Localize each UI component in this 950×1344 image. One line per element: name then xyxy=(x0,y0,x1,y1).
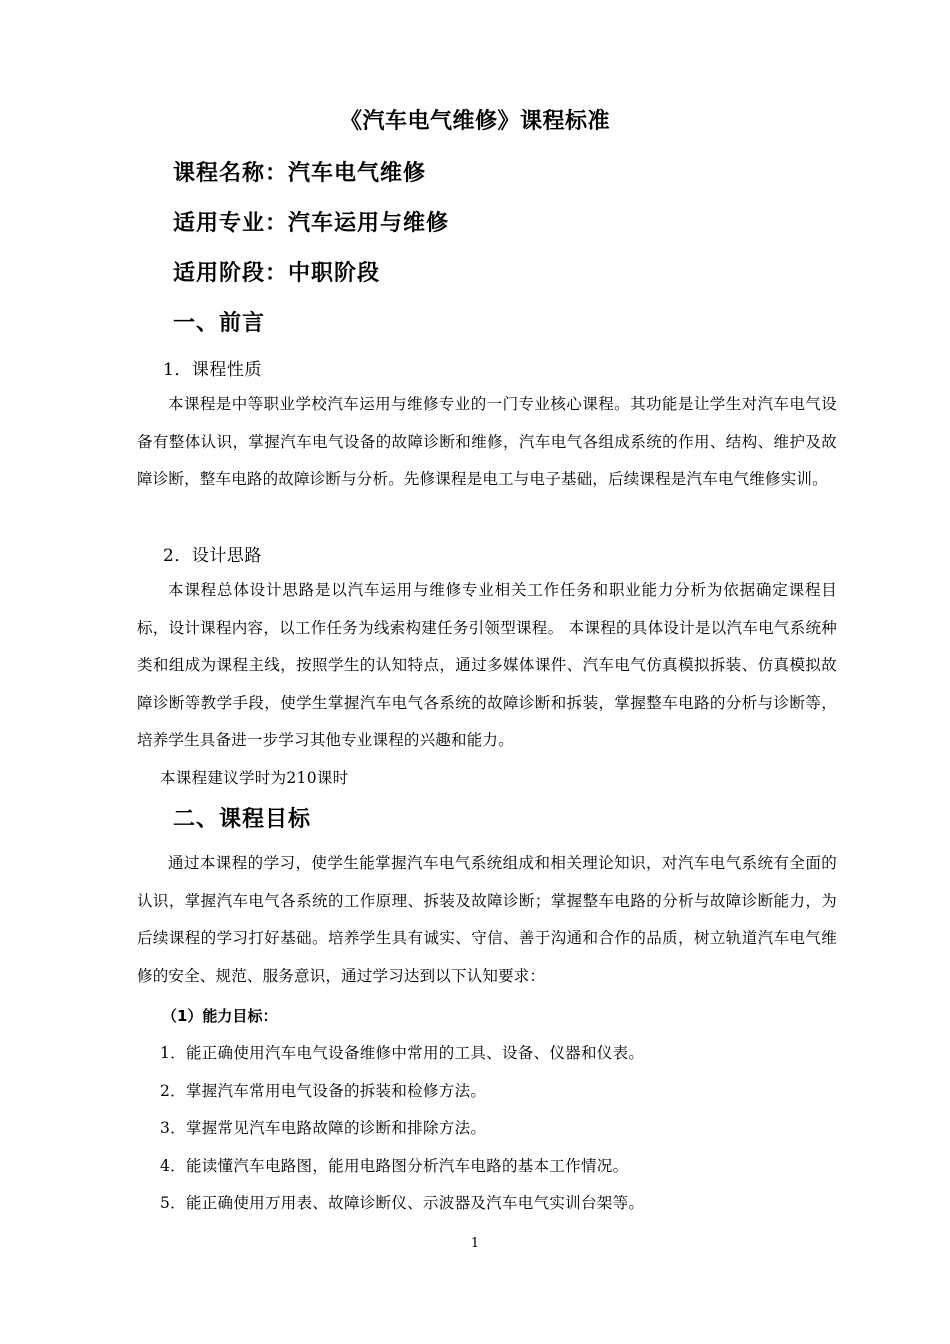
paragraph-design-ideas xyxy=(137,572,837,760)
paragraph-text: 本课程总体设计思路是以汽车运用与维修专业相关工作任务和职业能力分析为依据确定课程目标，设计课程内容，以工作任务为线索构建任务引领型课程。 本课程的具体设计是以汽车电气系统种类和组成为课程主线，按照学生的认知特点，通过多媒体课件、汽车电气仿真模拟拆装、仿真模拟故障诊断等教学手段，使学生掌握汽车电气各系统的故障诊断和拆装，掌握整车电路的分析与诊断等，培养学生具备进一步学习其他专业课程的兴趣和能力。 xyxy=(137,581,837,749)
applicable-stage: 适用阶段：中职阶段 xyxy=(173,261,381,286)
paragraph-objectives-intro xyxy=(137,845,837,995)
subsection-title-design: 2．设计思路 xyxy=(163,546,262,566)
applicable-major: 适用专业：汽车运用与维修 xyxy=(173,211,450,236)
paragraph-course-nature xyxy=(137,386,837,499)
list-item: 3．掌握常见汽车电路故障的诊断和排除方法。 xyxy=(160,1119,487,1137)
course-name: 课程名称：汽车电气维修 xyxy=(173,161,427,186)
ability-objectives-title: （1）能力目标： xyxy=(162,1007,278,1025)
subsection-title-nature: 1．课程性质 xyxy=(163,360,262,380)
section-heading-objectives: 二、课程目标 xyxy=(173,807,312,832)
paragraph-text: 本课程是中等职业学校汽车运用与维修专业的一门专业核心课程。其功能是让学生对汽车电气设备有整体认识，掌握汽车电气设备的故障诊断和维修，汽车电气各组成系统的作用、结构、维护及故障诊断，整车电路的故障诊断与分析。先修课程是电工与电子基础，后续课程是汽车电气维修实训。 xyxy=(137,395,837,488)
list-item: 1．能正确使用汽车电气设备维修中常用的工具、设备、仪器和仪表。 xyxy=(160,1044,645,1062)
course-hours: 本课程建议学时为210课时 xyxy=(160,769,349,787)
list-item: 2．掌握汽车常用电气设备的拆装和检修方法。 xyxy=(160,1082,487,1100)
paragraph-text: 通过本课程的学习，使学生能掌握汽车电气系统组成和相关理论知识，对汽车电气系统有全面的认识，掌握汽车电气各系统的工作原理、拆装及故障诊断；掌握整车电路的分析与故障诊断能力，为后续课程的学习打好基础。培养学生具有诚实、守信、善于沟通和合作的品质，树立轨道汽车电气维修的安全、规范、服务意识，通过学习达到以下认知要求： xyxy=(137,854,837,985)
page-number: 1 xyxy=(470,1236,480,1251)
page-title: 《汽车电气维修》课程标准 xyxy=(339,109,610,134)
section-heading-preface: 一、前言 xyxy=(173,311,266,336)
list-item: 4．能读懂汽车电路图，能用电路图分析汽车电路的基本工作情况。 xyxy=(160,1157,629,1175)
list-item: 5．能正确使用万用表、故障诊断仪、示波器及汽车电气实训台架等。 xyxy=(160,1194,645,1212)
